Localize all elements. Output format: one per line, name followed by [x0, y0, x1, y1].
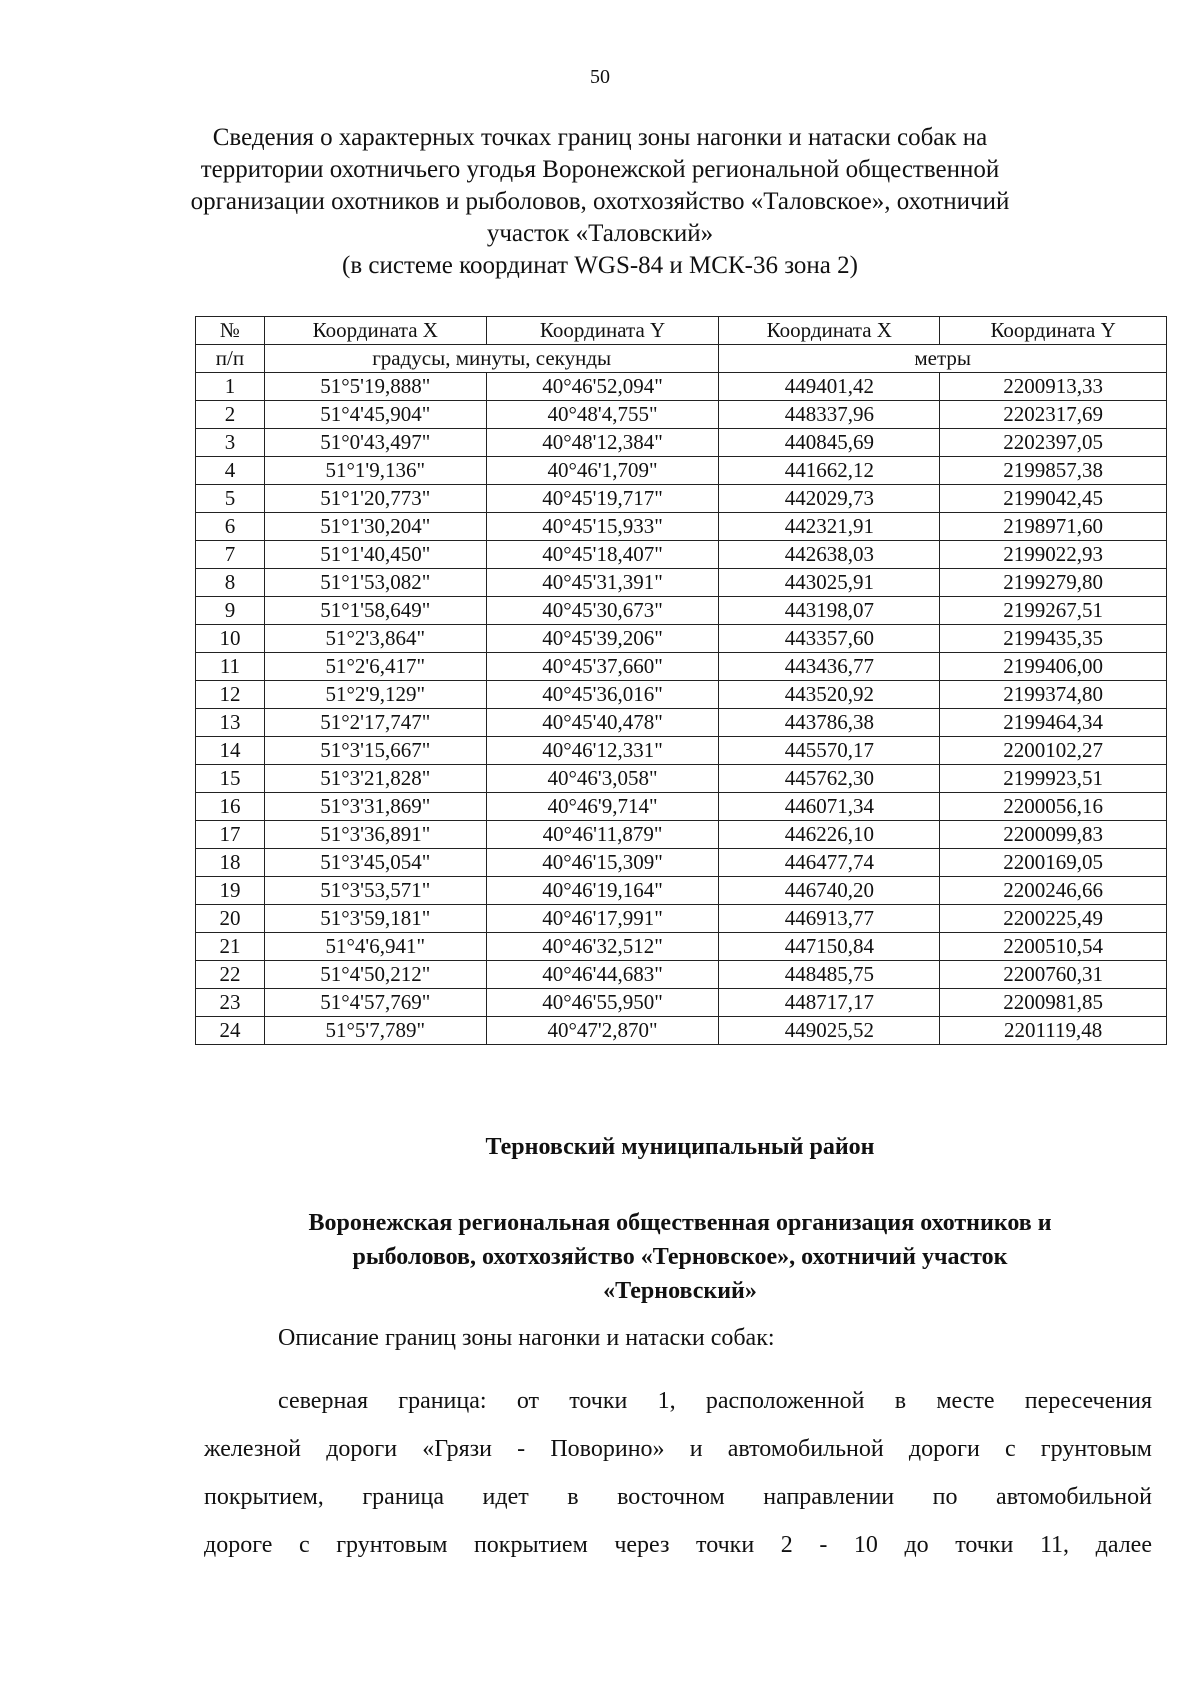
header-coord-x-m: Координата X [719, 317, 940, 345]
table-row [196, 877, 1167, 905]
cell-y-meters: 2198971,60 [940, 513, 1167, 541]
table-row [196, 541, 1167, 569]
table-row [196, 1017, 1167, 1045]
cell-lat-deg: 51°0'43,497" [264, 429, 486, 457]
page-number: 50 [590, 66, 610, 88]
cell-y-meters: 2200913,33 [940, 373, 1167, 401]
row-number: 13 [196, 709, 265, 737]
org-heading-line: рыболовов, охотхозяйство «Терновское», охотничий участок [352, 1244, 1008, 1270]
cell-lon-deg: 40°45'15,933" [486, 513, 719, 541]
cell-y-meters: 2199022,93 [940, 541, 1167, 569]
cell-lat-deg: 51°3'59,181" [264, 905, 486, 933]
table-row [196, 849, 1167, 877]
row-number: 11 [196, 653, 265, 681]
row-number: 3 [196, 429, 265, 457]
cell-lon-deg: 40°46'11,879" [486, 821, 719, 849]
title-line: (в системе координат WGS-84 и МСК-36 зона 2) [342, 252, 858, 279]
cell-y-meters: 2200510,54 [940, 933, 1167, 961]
table-units-row [196, 345, 1167, 373]
cell-lat-deg: 51°3'53,571" [264, 877, 486, 905]
cell-lon-deg: 40°48'4,755" [486, 401, 719, 429]
cell-y-meters: 2200981,85 [940, 989, 1167, 1017]
row-number: 12 [196, 681, 265, 709]
cell-lon-deg: 40°46'19,164" [486, 877, 719, 905]
row-number: 16 [196, 793, 265, 821]
cell-x-meters: 445762,30 [719, 765, 940, 793]
row-number: 22 [196, 961, 265, 989]
table-row [196, 793, 1167, 821]
row-number: 18 [196, 849, 265, 877]
row-number: 4 [196, 457, 265, 485]
cell-x-meters: 448485,75 [719, 961, 940, 989]
row-number: 2 [196, 401, 265, 429]
row-number: 20 [196, 905, 265, 933]
cell-y-meters: 2199042,45 [940, 485, 1167, 513]
cell-lon-deg: 40°45'18,407" [486, 541, 719, 569]
row-number: 10 [196, 625, 265, 653]
row-number: 8 [196, 569, 265, 597]
header-coord-y-m: Координата Y [940, 317, 1167, 345]
cell-x-meters: 442029,73 [719, 485, 940, 513]
title-line: организации охотников и рыболовов, охотхозяйство «Таловское», охотничий [190, 188, 1010, 215]
cell-y-meters: 2201119,48 [940, 1017, 1167, 1045]
table-row [196, 709, 1167, 737]
header-number-bottom: п/п [196, 345, 265, 373]
cell-y-meters: 2200102,27 [940, 737, 1167, 765]
cell-lat-deg: 51°2'17,747" [264, 709, 486, 737]
cell-lon-deg: 40°45'31,391" [486, 569, 719, 597]
cell-lat-deg: 51°3'21,828" [264, 765, 486, 793]
row-number: 14 [196, 737, 265, 765]
cell-x-meters: 449401,42 [719, 373, 940, 401]
paragraph-line: железной дороги «Грязи - Поворино» и автомобильной дороги с грунтовым [204, 1436, 1152, 1462]
cell-x-meters: 449025,52 [719, 1017, 940, 1045]
cell-lat-deg: 51°5'7,789" [264, 1017, 486, 1045]
cell-y-meters: 2199435,35 [940, 625, 1167, 653]
row-number: 21 [196, 933, 265, 961]
organization-heading [200, 1206, 1160, 1308]
header-number-top: № [196, 317, 265, 345]
cell-x-meters: 443198,07 [719, 597, 940, 625]
cell-y-meters: 2199406,00 [940, 653, 1167, 681]
table-row [196, 933, 1167, 961]
cell-x-meters: 443357,60 [719, 625, 940, 653]
table-row [196, 401, 1167, 429]
org-heading-line: «Терновский» [603, 1278, 757, 1304]
cell-lat-deg: 51°3'31,869" [264, 793, 486, 821]
cell-x-meters: 446477,74 [719, 849, 940, 877]
header-coord-x-deg: Координата X [264, 317, 486, 345]
cell-y-meters: 2202397,05 [940, 429, 1167, 457]
cell-x-meters: 443025,91 [719, 569, 940, 597]
cell-lat-deg: 51°1'58,649" [264, 597, 486, 625]
cell-lat-deg: 51°3'45,054" [264, 849, 486, 877]
cell-y-meters: 2200246,66 [940, 877, 1167, 905]
cell-lat-deg: 51°3'15,667" [264, 737, 486, 765]
cell-lat-deg: 51°1'53,082" [264, 569, 486, 597]
cell-x-meters: 442321,91 [719, 513, 940, 541]
row-number: 19 [196, 877, 265, 905]
cell-lon-deg: 40°45'36,016" [486, 681, 719, 709]
boundary-paragraph [204, 1377, 1152, 1569]
row-number: 7 [196, 541, 265, 569]
cell-lon-deg: 40°46'44,683" [486, 961, 719, 989]
cell-lat-deg: 51°4'45,904" [264, 401, 486, 429]
title-line: Сведения о характерных точках границ зоны нагонки и натаски собак на [212, 124, 988, 151]
cell-lon-deg: 40°46'15,309" [486, 849, 719, 877]
cell-x-meters: 448337,96 [719, 401, 940, 429]
table-row [196, 989, 1167, 1017]
table-row [196, 373, 1167, 401]
header-units-meters: метры [719, 345, 1167, 373]
coordinates-table [195, 316, 1167, 1045]
cell-lon-deg: 40°46'3,058" [486, 765, 719, 793]
cell-lat-deg: 51°4'50,212" [264, 961, 486, 989]
cell-y-meters: 2199374,80 [940, 681, 1167, 709]
cell-y-meters: 2199923,51 [940, 765, 1167, 793]
cell-y-meters: 2199464,34 [940, 709, 1167, 737]
row-number: 17 [196, 821, 265, 849]
cell-y-meters: 2199267,51 [940, 597, 1167, 625]
table-row [196, 961, 1167, 989]
cell-y-meters: 2200099,83 [940, 821, 1167, 849]
cell-y-meters: 2200760,31 [940, 961, 1167, 989]
cell-x-meters: 440845,69 [719, 429, 940, 457]
cell-lat-deg: 51°1'9,136" [264, 457, 486, 485]
table-row [196, 737, 1167, 765]
cell-x-meters: 443436,77 [719, 653, 940, 681]
cell-x-meters: 443520,92 [719, 681, 940, 709]
table-row [196, 653, 1167, 681]
cell-x-meters: 446226,10 [719, 821, 940, 849]
cell-lon-deg: 40°46'55,950" [486, 989, 719, 1017]
cell-x-meters: 445570,17 [719, 737, 940, 765]
title-line: территории охотничьего угодья Воронежской региональной общественной [200, 156, 1000, 183]
cell-lat-deg: 51°2'9,129" [264, 681, 486, 709]
table-row [196, 485, 1167, 513]
table-row [196, 821, 1167, 849]
cell-lat-deg: 51°1'20,773" [264, 485, 486, 513]
table-header-row [196, 317, 1167, 345]
row-number: 1 [196, 373, 265, 401]
cell-lon-deg: 40°46'52,094" [486, 373, 719, 401]
cell-x-meters: 441662,12 [719, 457, 940, 485]
cell-lon-deg: 40°45'37,660" [486, 653, 719, 681]
row-number: 23 [196, 989, 265, 1017]
cell-lon-deg: 40°46'32,512" [486, 933, 719, 961]
cell-lat-deg: 51°1'40,450" [264, 541, 486, 569]
row-number: 9 [196, 597, 265, 625]
cell-x-meters: 443786,38 [719, 709, 940, 737]
description-label: Описание границ зоны нагонки и натаски собак: [278, 1325, 775, 1351]
table-row [196, 569, 1167, 597]
cell-y-meters: 2200056,16 [940, 793, 1167, 821]
title-line: участок «Таловский» [486, 220, 714, 247]
table-row [196, 429, 1167, 457]
cell-y-meters: 2199857,38 [940, 457, 1167, 485]
table-body [196, 373, 1167, 1045]
cell-lat-deg: 51°2'6,417" [264, 653, 486, 681]
cell-x-meters: 446913,77 [719, 905, 940, 933]
org-heading-line: Воронежская региональная общественная организация охотников и [308, 1210, 1052, 1236]
cell-lon-deg: 40°46'9,714" [486, 793, 719, 821]
row-number: 24 [196, 1017, 265, 1045]
cell-lat-deg: 51°4'57,769" [264, 989, 486, 1017]
cell-lon-deg: 40°46'1,709" [486, 457, 719, 485]
paragraph-line: дороге с грунтовым покрытием через точки 2 - 10 до точки 11, далее [204, 1532, 1152, 1558]
cell-lat-deg: 51°5'19,888" [264, 373, 486, 401]
table-row [196, 513, 1167, 541]
cell-lat-deg: 51°1'30,204" [264, 513, 486, 541]
cell-lon-deg: 40°46'12,331" [486, 737, 719, 765]
cell-lat-deg: 51°4'6,941" [264, 933, 486, 961]
cell-x-meters: 446740,20 [719, 877, 940, 905]
document-title [170, 122, 1030, 282]
cell-lat-deg: 51°2'3,864" [264, 625, 486, 653]
paragraph-line: северная граница: от точки 1, расположенной в месте пересечения [278, 1388, 1152, 1414]
table-row [196, 625, 1167, 653]
row-number: 6 [196, 513, 265, 541]
cell-lat-deg: 51°3'36,891" [264, 821, 486, 849]
cell-y-meters: 2200169,05 [940, 849, 1167, 877]
district-heading: Терновский муниципальный район [485, 1134, 875, 1160]
header-units-degrees: градусы, минуты, секунды [264, 345, 719, 373]
cell-x-meters: 448717,17 [719, 989, 940, 1017]
cell-lon-deg: 40°45'40,478" [486, 709, 719, 737]
cell-y-meters: 2200225,49 [940, 905, 1167, 933]
table-row [196, 597, 1167, 625]
cell-x-meters: 442638,03 [719, 541, 940, 569]
cell-lon-deg: 40°48'12,384" [486, 429, 719, 457]
cell-lon-deg: 40°45'30,673" [486, 597, 719, 625]
table-row [196, 905, 1167, 933]
row-number: 5 [196, 485, 265, 513]
cell-lon-deg: 40°47'2,870" [486, 1017, 719, 1045]
cell-lon-deg: 40°45'19,717" [486, 485, 719, 513]
cell-y-meters: 2199279,80 [940, 569, 1167, 597]
row-number: 15 [196, 765, 265, 793]
header-coord-y-deg: Координата Y [486, 317, 719, 345]
cell-lon-deg: 40°46'17,991" [486, 905, 719, 933]
paragraph-line: покрытием, граница идет в восточном направлении по автомобильной [204, 1484, 1152, 1510]
cell-lon-deg: 40°45'39,206" [486, 625, 719, 653]
table-row [196, 681, 1167, 709]
cell-x-meters: 446071,34 [719, 793, 940, 821]
table-row [196, 765, 1167, 793]
cell-y-meters: 2202317,69 [940, 401, 1167, 429]
table-row [196, 457, 1167, 485]
cell-x-meters: 447150,84 [719, 933, 940, 961]
